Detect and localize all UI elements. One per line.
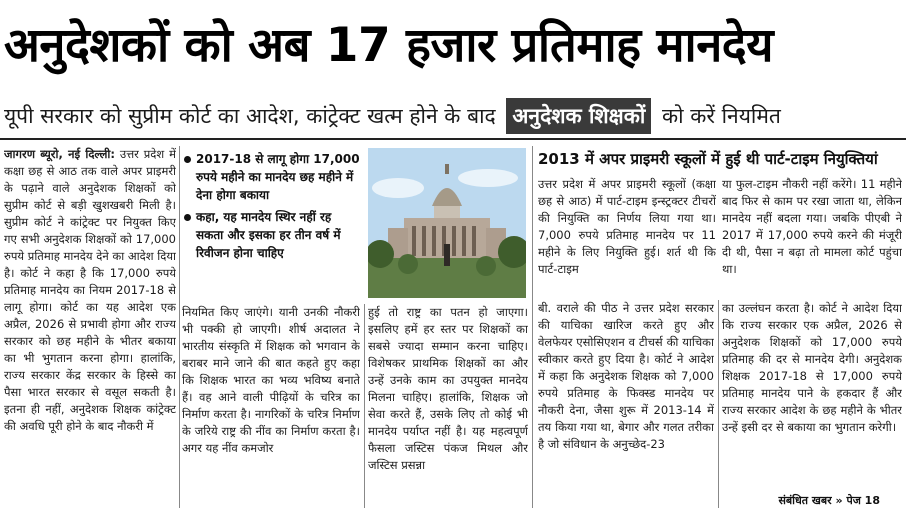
highlight-item: कहा, यह मानदेय स्थिर नहीं रह सकता और इसका हर तीन वर्ष में रिवीजन होना चाहिए — [182, 208, 362, 262]
subhead-post: को करें नियमित — [661, 104, 781, 128]
supreme-court-building-image — [368, 148, 526, 298]
subheadline — [4, 98, 902, 134]
col6-text: बी. वराले की पीठ ने उत्तर प्रदेश सरकार की याचिका खारिज करते हुए और वेलफेयर एसोसिएशन व टीचर्स की याचिका स्वीकार करते हुए दिया है। कोर्ट ने आदेश में कहा कि अनुदेशक शिक्षक को 7,000 रुपये प्रतिमाह के फिक्स्ड मानदेय पर नौकरी देना, जैसा शुरू में 2013-14 में तय किया गया था, बेगार और गलत तरीका है जो संविधान के अनुच्छेद-23 — [538, 301, 714, 451]
article-column-7 — [722, 300, 902, 480]
col1-text: उत्तर प्रदेश में कक्षा छह से आठ तक वाले अपर प्राइमरी के पढ़ाने वाले अनुदेशक शिक्षकों को सुप्रीम कोर्ट से बड़ी खुशखबरी मिली है। सुप्रीम कोर्ट ने कांट्रेक्ट पर नियुक्त किए गए सभी अनुदेशक शिक्षकों को 17,000 रुपये प्रतिमाह मानदेय देने का आदेश दिया है। कोर्ट ने कहा है कि 17,000 रुपये प्रतिमाह मानदेय का नियम 2017-18 से लागू होगा। कोर्ट का यह आदेश एक अप्रैल, 2026 से प्रभावी होगा और राज्य सरकार को छह महीने के भीतर बकाया का भी भुगतान करना होगा। हालांकि, राज्य सरकार केंद्र सरकार के हिस्से का पैसा भारत सरकार से वसूल सकती है। इतना ही नहीं, अनुदेशक शिक्षक कांट्रेक्ट की अवधि पूरी होने के बाद नौकरी में — [4, 147, 176, 433]
col5-text: या फुल-टाइम नौकरी नहीं करेंगे। 11 महीने बाद फिर से काम पर रखा जाता था, लेकिन मानदेय नहीं बदला गया। जबकि पीएबी ने 2017 में 17,000 रुपये करने की मंजूरी दी थी, पैसा न बढ़ा तो मामला कोर्ट पहुंचा था। — [722, 177, 902, 276]
article-column-2 — [182, 304, 360, 504]
column-divider — [718, 300, 719, 508]
related-news-ref: संबंधित खबर » पेज 18 — [778, 494, 880, 507]
headline: अनुदेशकों को अब 17 हजार प्रतिमाह मानदेय — [4, 18, 774, 73]
column-divider — [532, 146, 533, 508]
article-column-3 — [368, 304, 528, 504]
highlights-box — [182, 150, 362, 300]
sidebar-heading: 2013 में अपर प्राइमरी स्कूलों में हुई थी पार्ट-टाइम नियुक्तियां — [538, 150, 878, 168]
col7-text: का उल्लंघन करता है। कोर्ट ने आदेश दिया कि राज्य सरकार एक अप्रैल, 2026 से अनुदेशक शिक्षकों को 17,000 रुपये प्रतिमाह की दर से मानदेय देगी। अनुदेशक शिक्षक 2017-18 से 17,000 रुपये प्रतिमाह मानदेय पाने के हकदार हैं और राज्य सरकार आदेश के छह महीने के भीतर उन्हें इसी दर से बकाया का भुगतान करेगी। — [722, 301, 902, 434]
article-column-1 — [4, 146, 176, 508]
subhead-highlight: अनुदेशक शिक्षकों — [506, 98, 651, 134]
article-column-5 — [722, 176, 902, 294]
supreme-court-photo — [368, 148, 526, 298]
article-column-6 — [538, 300, 714, 504]
col2-text: नियमित किए जाएंगे। यानी उनकी नौकरी भी पक्की हो जाएगी। शीर्ष अदालत ने भारतीय संस्कृति में शिक्षक को भगवान के बराबर माने जाने की बात कहते हुए कहा कि शिक्षक भारत का भव्य भविष्य बनाते हैं। वह आने वाली पीढ़ियों के चरित्र का निर्माण करता है। नागरिकों के चरित्र निर्माण के जरिये राष्ट्र की नींव का निर्माण करता है। अगर यह नींव कमजोर — [182, 305, 360, 455]
col4-text: उत्तर प्रदेश में अपर प्राइमरी स्कूलों (कक्षा छह से आठ) में पार्ट-टाइम इन्स्ट्रक्टर टीचरों की नियुक्ति का निर्णय लिया गया था। 7,000 रुपये प्रतिमाह मानदेय पर 11 महीने के लिए नियुक्ति हुई। शर्त थी कि पार्ट-टाइम — [538, 177, 716, 276]
byline: जागरण ब्यूरो, नई दिल्ली: — [4, 147, 115, 161]
divider-rule — [0, 138, 906, 140]
column-divider — [179, 146, 180, 508]
article-column-4 — [538, 176, 716, 294]
subhead-pre: यूपी सरकार को सुप्रीम कोर्ट का आदेश, कांट्रेक्ट खत्म होने के बाद — [4, 104, 496, 128]
col3-text: हुई तो राष्ट्र का पतन हो जाएगा। इसलिए हमें हर स्तर पर शिक्षकों का सबसे ज्यादा सम्मान करना चाहिए। विशेषकर प्राथमिक शिक्षकों का और उन्हें उनके काम का उपयुक्त मानदेय मिलना चाहिए। हालांकि, शिक्षक जो सेवा करते हैं, उसके लिए तो कोई भी मानदेय पर्याप्त नहीं है। यह महत्वपूर्ण फैसला जस्टिस पंकज मिथल और जस्टिस प्रसन्ना — [368, 305, 528, 472]
column-divider — [364, 304, 365, 508]
highlight-item: 2017-18 से लागू होगा 17,000 रुपये महीने का मानदेय छह महीने में देना होगा बकाया — [182, 150, 362, 204]
